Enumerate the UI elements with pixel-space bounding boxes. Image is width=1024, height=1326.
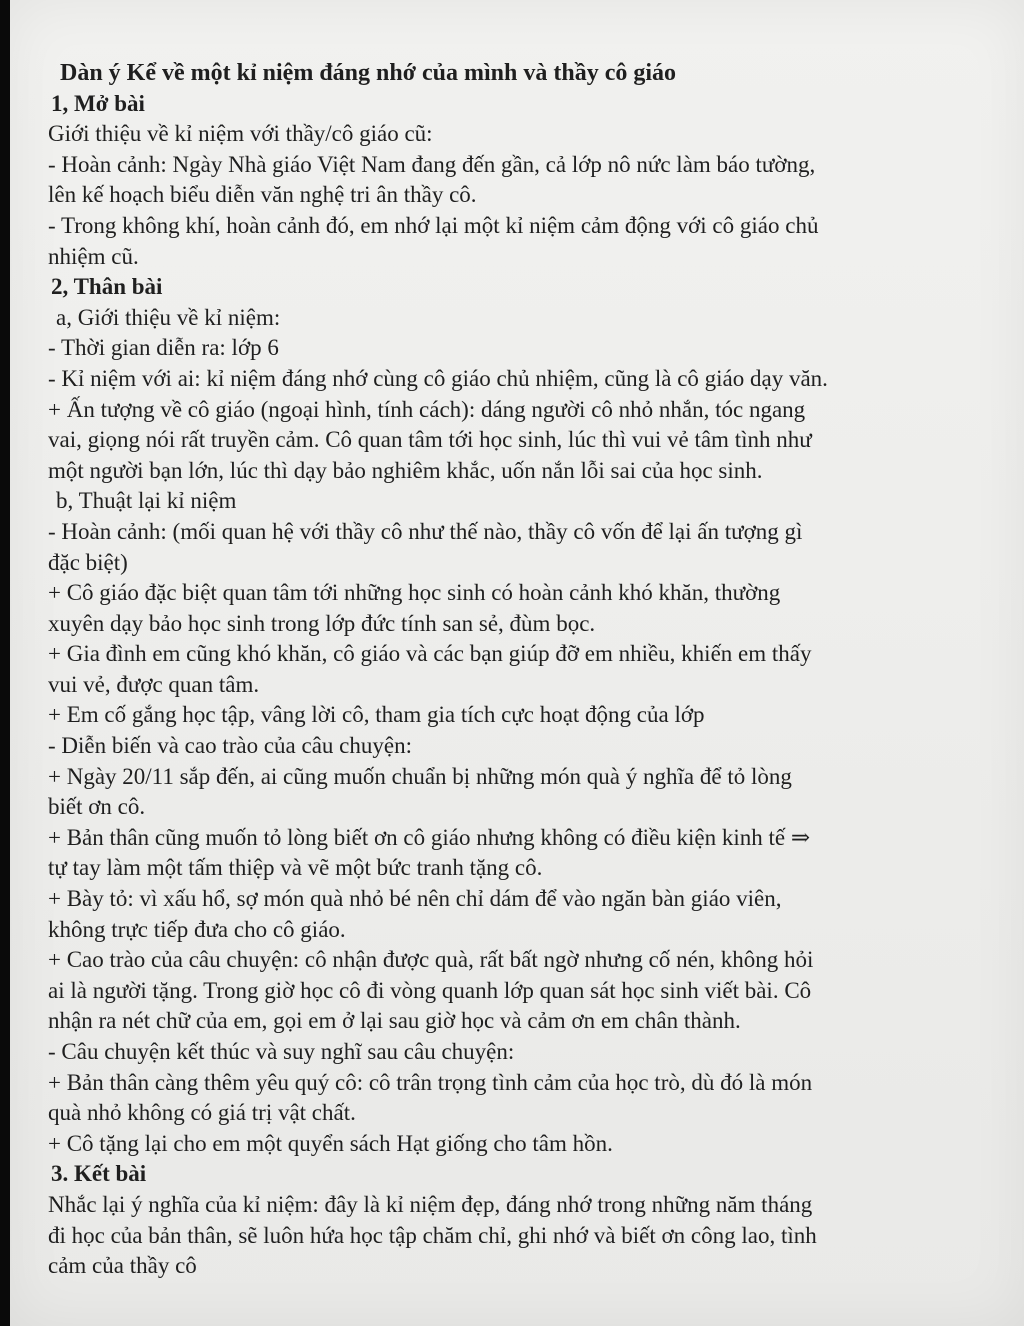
document-lines (48, 89, 1008, 1282)
text-line: + Gia đình em cũng khó khăn, cô giáo và các bạn giúp đỡ em nhiều, khiến em thấy (48, 641, 812, 667)
paper-sheet (10, 0, 1024, 1326)
text-line: Nhắc lại ý nghĩa của kỉ niệm: đây là kỉ niệm đẹp, đáng nhớ trong những năm tháng (48, 1191, 813, 1217)
text-line: + Bản thân càng thêm yêu quý cô: cô trân trọng tình cảm của học trò, dù đó là món (48, 1069, 813, 1095)
text-line: vui vẻ, được quan tâm. (48, 671, 260, 697)
section-heading: 1, Mở bài (51, 90, 145, 116)
text-line: không trực tiếp đưa cho cô giáo. (48, 916, 346, 942)
text-line: + Cao trào của câu chuyện: cô nhận được quà, rất bất ngờ nhưng cố nén, không hỏi (48, 947, 814, 973)
document-body (48, 58, 1008, 1282)
text-line: + Bản thân cũng muốn tỏ lòng biết ơn cô giáo nhưng không có điều kiện kinh tế ⇒ (48, 824, 811, 850)
text-line: nhiệm cũ. (48, 243, 139, 269)
text-line: - Câu chuyện kết thúc và suy nghĩ sau câu chuyện: (48, 1039, 515, 1064)
text-line: vai, giọng nói rất truyền cảm. Cô quan tâm tới học sinh, lúc thì vui vẻ tâm tình như (48, 427, 812, 453)
text-line: + Ngày 20/11 sắp đến, ai cũng muốn chuẩn bị những món quà ý nghĩa để tỏ lòng (48, 763, 792, 789)
text-line: Giới thiệu về kỉ niệm với thầy/cô giáo cũ: (48, 121, 433, 147)
text-line: + Cô giáo đặc biệt quan tâm tới những học sinh có hoàn cảnh khó khăn, thường (48, 580, 781, 606)
document-title: Dàn ý Kể về một kỉ niệm đáng nhớ của mình và thầy cô giáo (60, 60, 677, 86)
text-line: đặc biệt) (48, 549, 128, 575)
text-line: một người bạn lớn, lúc thì dạy bảo nghiêm khắc, uốn nắn lỗi sai của học sinh. (48, 457, 763, 483)
text-line: + Cô tặng lại cho em một quyển sách Hạt giống cho tâm hồn. (48, 1130, 613, 1156)
text-line: nhận ra nét chữ của em, gọi em ở lại sau giờ học và cảm ơn em chân thành. (48, 1008, 741, 1034)
text-line: - Thời gian diễn ra: lớp 6 (48, 335, 279, 361)
text-line: - Diễn biến và cao trào của câu chuyện: (48, 733, 412, 759)
text-line: a, Giới thiệu về kỉ niệm: (56, 304, 281, 330)
text-line: biết ơn cô. (48, 794, 146, 820)
text-line: đi học của bản thân, sẽ luôn hứa học tập chăm chỉ, ghi nhớ và biết ơn công lao, tình (48, 1222, 817, 1248)
text-line: b, Thuật lại kỉ niệm (56, 488, 237, 514)
section-heading: 3. Kết bài (51, 1161, 147, 1187)
text-line: - Hoàn cảnh: (mối quan hệ với thầy cô như thế nào, thầy cô vốn để lại ấn tượng gì (48, 518, 803, 544)
text-line: + Ấn tượng về cô giáo (ngoại hình, tính cách): dáng người cô nhỏ nhắn, tóc ngang (48, 396, 806, 422)
text-line: - Kỉ niệm với ai: kỉ niệm đáng nhớ cùng cô giáo chủ nhiệm, cũng là cô giáo dạy văn. (48, 365, 828, 391)
text-line: + Bày tỏ: vì xấu hổ, sợ món quà nhỏ bé nên chỉ dám để vào ngăn bàn giáo viên, (48, 886, 782, 912)
text-line: ai là người tặng. Trong giờ học cô đi vòng quanh lớp quan sát học sinh viết bài. Cô (48, 977, 812, 1003)
text-line: - Trong không khí, hoàn cảnh đó, em nhớ lại một kỉ niệm cảm động với cô giáo chủ (48, 212, 819, 238)
text-line: - Hoàn cảnh: Ngày Nhà giáo Việt Nam đang đến gần, cả lớp nô nức làm báo tường, (48, 151, 816, 177)
text-line: tự tay làm một tấm thiệp và vẽ một bức tranh tặng cô. (48, 855, 543, 881)
section-heading: 2, Thân bài (51, 274, 163, 300)
text-line: lên kế hoạch biểu diễn văn nghệ tri ân thầy cô. (48, 182, 477, 208)
text-line: cảm của thầy cô (48, 1253, 197, 1279)
text-line: quà nhỏ không có giá trị vật chất. (48, 1100, 356, 1126)
text-line: xuyên dạy bảo học sinh trong lớp đức tính san sẻ, đùm bọc. (48, 610, 596, 636)
text-line: + Em cố gắng học tập, vâng lời cô, tham gia tích cực hoạt động của lớp (48, 702, 705, 728)
